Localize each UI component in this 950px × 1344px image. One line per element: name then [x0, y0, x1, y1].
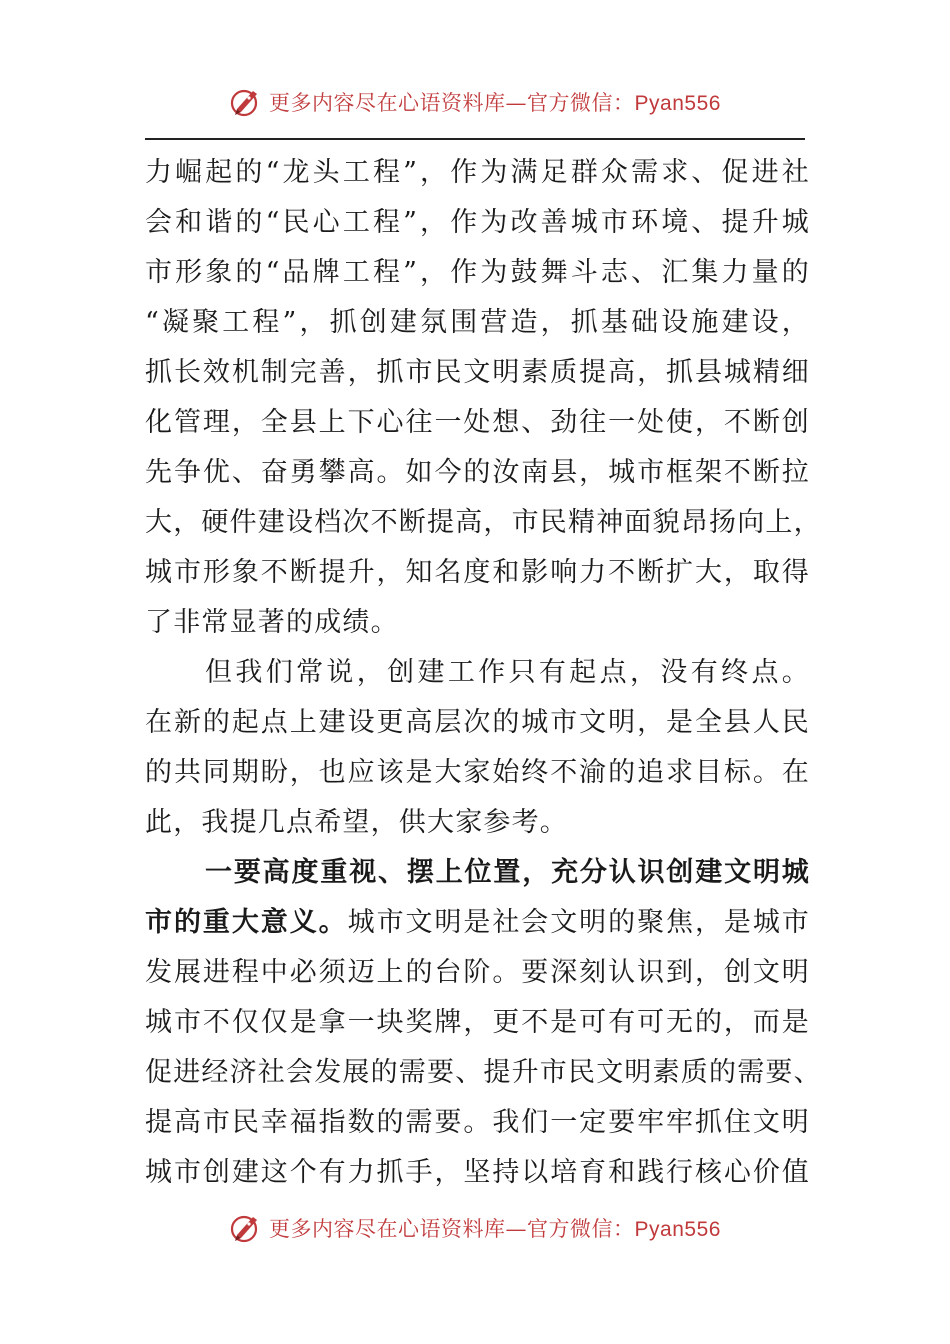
banner-text: 更多内容尽在心语资料库—官方微信：Pyan556	[269, 1217, 721, 1241]
pen-nib-logo-icon	[229, 85, 263, 119]
pen-nib-logo-icon	[229, 1211, 263, 1245]
banner-text: 更多内容尽在心语资料库—官方微信：Pyan556	[269, 91, 721, 115]
text-line: 促进经济社会发展的需要、提升市民文明素质的需要、	[145, 1057, 822, 1088]
text-line: 抓长效机制完善，抓市民文明素质提高，抓县城精细	[145, 357, 810, 388]
text-line: 发展进程中必须迈上的台阶。要深刻认识到，创文明	[145, 957, 810, 988]
paragraph-text: 城市文明是社会文明的聚焦，是城市	[347, 907, 810, 938]
text-line: 市形象的“品牌工程”，作为鼓舞斗志、汇集力量的	[145, 257, 810, 288]
text-line: “凝聚工程”，抓创建氛围营造，抓基础设施建设，	[145, 307, 810, 338]
text-line: 城市不仅仅是拿一块奖牌，更不是可有可无的，而是	[145, 1007, 810, 1038]
text-line: 先争优、奋勇攀高。如今的汝南县，城市框架不断拉	[145, 457, 810, 488]
text-line: 化管理，全县上下心往一处想、劲往一处使，不断创	[145, 407, 810, 438]
document-body	[145, 148, 822, 1198]
text-line: 力崛起的“龙头工程”，作为满足群众需求、促进社	[145, 157, 810, 188]
paragraph-start-line: 但我们常说，创建工作只有起点，没有终点。	[205, 657, 810, 688]
text-line: 城市创建这个有力抓手，坚持以培育和践行核心价值	[145, 1157, 810, 1188]
header-rule	[145, 138, 805, 140]
text-line	[145, 898, 810, 948]
wechat-id: Pyan556	[634, 92, 721, 115]
header-banner	[0, 80, 950, 124]
section-heading-end: 市的重大意义。	[145, 907, 348, 938]
section-heading-line: 一要高度重视、摆上位置，充分认识创建文明城	[205, 857, 810, 888]
wechat-id: Pyan556	[634, 1218, 721, 1241]
text-line: 城市形象不断提升，知名度和影响力不断扩大，取得	[145, 557, 810, 588]
text-line: 会和谐的“民心工程”，作为改善城市环境、提升城	[145, 207, 810, 238]
text-line: 在新的起点上建设更高层次的城市文明，是全县人民	[145, 707, 810, 738]
footer-banner	[0, 1206, 950, 1250]
text-line: 此，我提几点希望，供大家参考。	[145, 807, 568, 838]
text-line: 大，硬件建设档次不断提高，市民精神面貌昂扬向上，	[145, 507, 822, 538]
text-line: 提高市民幸福指数的需要。我们一定要牢牢抓住文明	[145, 1107, 810, 1138]
text-line: 的共同期盼，也应该是大家始终不渝的追求目标。在	[145, 757, 810, 788]
text-line: 了非常显著的成绩。	[145, 607, 399, 638]
